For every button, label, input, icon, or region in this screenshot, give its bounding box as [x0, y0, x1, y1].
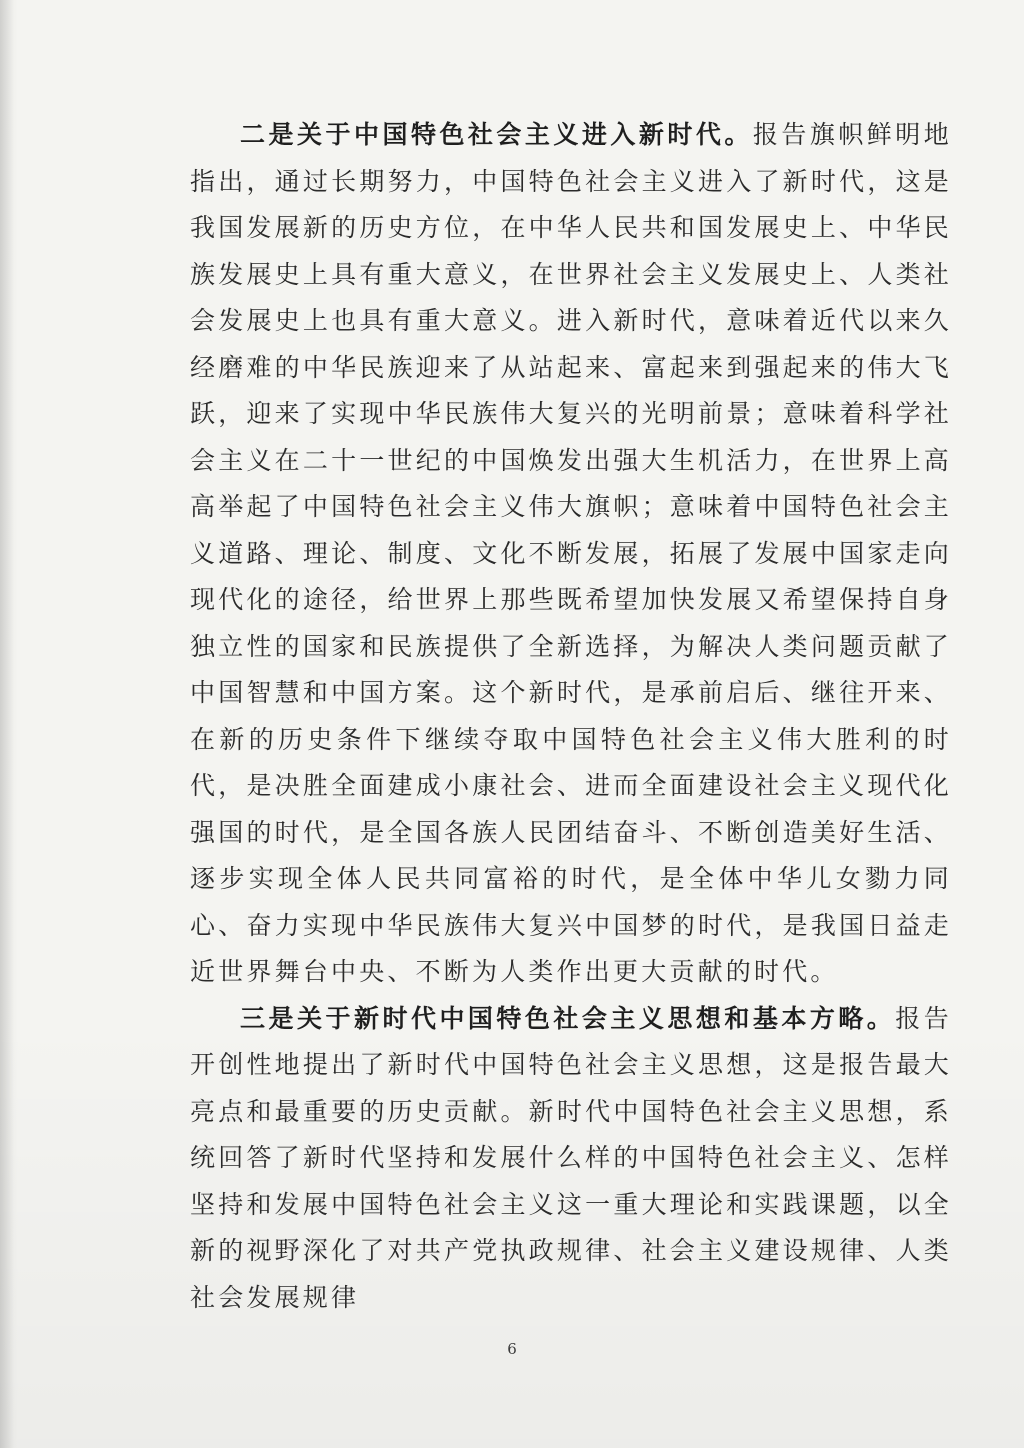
paragraph-thought-and-strategy — [190, 996, 952, 1322]
paragraph-lead: 二是关于中国特色社会主义进入新时代。 — [240, 120, 753, 149]
paragraph-new-era — [190, 112, 952, 996]
paragraph-text: 报告旗帜鲜明地指出，通过长期努力，中国特色社会主义进入了新时代，这是我国发展新的历史方位，在中华人民共和国发展史上、中华民族发展史上具有重大意义，在世界社会主义发展史上、人类社会发展史上也具有重大意义。进入新时代，意味着近代以来久经磨难的中华民族迎来了从站起来、富起来到强起来的伟大飞跃，迎来了实现中华民族伟大复兴的光明前景；意味着科学社会主义在二十一世纪的中国焕发出强大生机活力，在世界上高高举起了中国特色社会主义伟大旗帜；意味着中国特色社会主义道路、理论、制度、文化不断发展，拓展了发展中国家走向现代化的途径，给世界上那些既希望加快发展又希望保持自身独立性的国家和民族提供了全新选择，为解决人类问题贡献了中国智慧和中国方案。这个新时代，是承前启后、继往开来、在新的历史条件下继续夺取中国特色社会主义伟大胜利的时代，是决胜全面建成小康社会、进而全面建设社会主义现代化强国的时代，是全国各族人民团结奋斗、不断创造美好生活、逐步实现全体人民共同富裕的时代，是全体中华儿女勠力同心、奋力实现中华民族伟大复兴中国梦的时代，是我国日益走近世界舞台中央、不断为人类作出更大贡献的时代。 — [190, 120, 952, 986]
scan-edge-shadow — [0, 0, 14, 1448]
paragraph-text: 报告开创性地提出了新时代中国特色社会主义思想，这是报告最大亮点和最重要的历史贡献。新时代中国特色社会主义思想，系统回答了新时代坚持和发展什么样的中国特色社会主义、怎样坚持和发展中国特色社会主义这一重大理论和实践课题，以全新的视野深化了对共产党执政规律、社会主义建设规律、人类社会发展规律 — [190, 1003, 952, 1312]
paragraph-lead: 三是关于新时代中国特色社会主义思想和基本方略。 — [240, 1003, 896, 1033]
page-number: 6 — [507, 1340, 517, 1358]
document-body — [190, 112, 952, 1321]
